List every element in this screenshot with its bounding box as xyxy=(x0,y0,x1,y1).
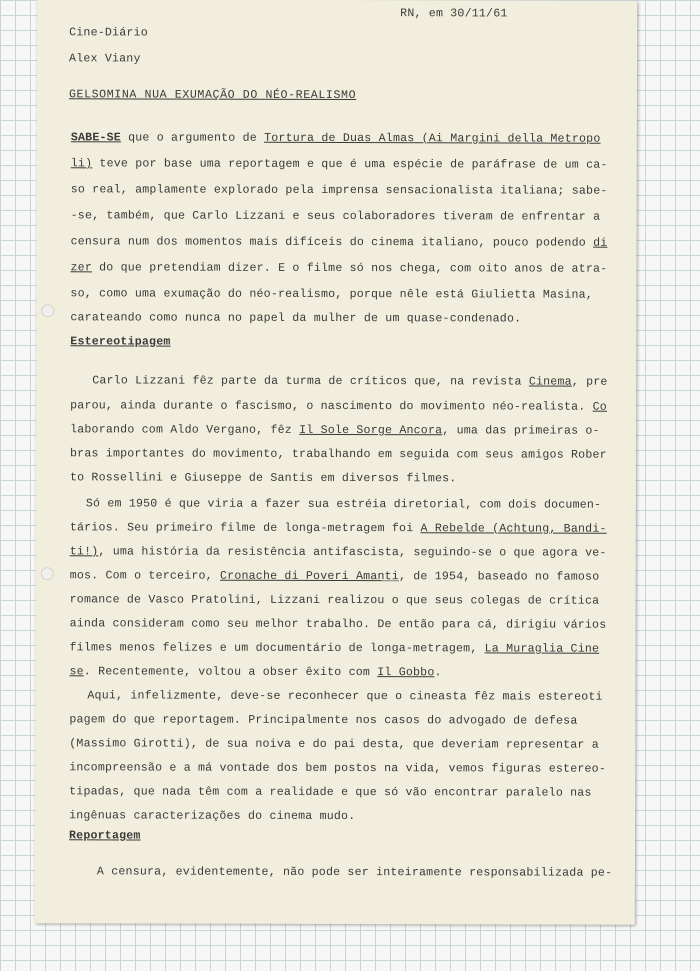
p1-line-6: zer do que pretendiam dizer. E o filme só nos chega, com oito anos de atra- xyxy=(70,261,608,276)
p1-line-1: SABE-SE que o argumento de Tortura de Duas Almas (Ai Margini della Metropo xyxy=(70,131,601,146)
p2-line-2: parou, ainda durante o fascismo, o nascimento do movimento néo-realista. Co xyxy=(70,399,607,414)
author-name: Alex Viany xyxy=(69,52,141,66)
p2-line-1: Carlo Lizzani fêz parte da turma de críticos que, na revista Cinema, pre xyxy=(92,374,608,389)
p3-line-4: mos. Com o terceiro, Cronache di Poveri Amanti, de 1954, baseado no famoso xyxy=(69,569,600,584)
p2-line-3: laborando com Aldo Vergano, fêz Il Sole Sorge Ancora, uma das primeiras o- xyxy=(70,423,600,438)
punch-hole xyxy=(41,304,54,317)
p3-line-6: ainda consideram como seu melhor trabalho. De então para cá, dirigiu vários xyxy=(69,617,607,632)
punch-hole xyxy=(41,567,54,580)
p1-line-2: li) teve por base uma reportagem e que é uma espécie de paráfrase de um ca- xyxy=(70,157,608,172)
p4-line-2: pagem do que reportagem. Principalmente nos casos do advogado de defesa xyxy=(69,713,578,728)
p1-line-8: carateando como nunca no papel da mulher de um quase-condenado. xyxy=(70,311,522,326)
p1-line-7: so, como uma exumação do néo-realismo, porque nêle está Giulietta Masina, xyxy=(70,287,593,302)
section-heading-reportagem: Reportagem xyxy=(69,829,141,843)
p2-line-5: to Rossellini e Giuseppe de Santis em diversos filmes. xyxy=(69,471,457,486)
p4-line-3: (Massimo Girotti), de sua noiva e do pai desta, que deveriam representar a xyxy=(69,737,599,752)
p4-line-6: ingênuas caracterizações do cinema mudo. xyxy=(69,809,356,824)
p2-line-4: bras importantes do movimento, trabalhando em seguida com seus amigos Rober xyxy=(70,447,607,462)
p3-line-2: tários. Seu primeiro filme de longa-metragem foi A Rebelde (Achtung, Bandi- xyxy=(69,521,607,536)
p1-line-5: censura num dos momentos mais difíceis do cinema italiano, pouco podendo di xyxy=(70,235,608,250)
date-line: RN, em 30/11/61 xyxy=(400,7,508,21)
section-heading-estereotipagem: Estereotipagem xyxy=(70,335,171,349)
p3-line-5: romance de Vasco Pratolini, Lizzani realizou o que seus colegas de crítica xyxy=(69,593,600,608)
p3-line-8: se. Recentemente, voltou a obser êxito com Il Gobbo. xyxy=(69,665,442,680)
p3-line-1: Só em 1950 é que viria a fazer sua estréia diretorial, com dois documen- xyxy=(85,497,602,512)
column-name: Cine-Diário xyxy=(69,26,148,40)
p3-line-7: filmes menos felizes e um documentário de longa-metragem, La Muraglia Cine xyxy=(69,641,600,656)
p5-line-1: A censura, evidentemente, não pode ser inteiramente responsabilizada pe- xyxy=(96,865,613,880)
article-title: GELSOMINA NUA EXUMAÇÃO DO NÉO-REALISMO xyxy=(68,88,357,103)
p1-line-3: so real, amplamente explorado pela imprensa sensacionalista italiana; sabe- xyxy=(70,183,608,198)
p3-line-3: ti!), uma história da resistência antifascista, seguindo-se o que agora ve- xyxy=(69,545,607,560)
p4-line-5: tipadas, que nada têm com a realidade e que só vão encontrar paralelo nas xyxy=(69,785,592,800)
typewritten-page xyxy=(35,0,637,925)
p1-line-4: -se, também, que Carlo Lizzani e seus colaboradores tiveram de enfrentar a xyxy=(70,209,601,224)
p4-line-4: incompreensão e a má vontade dos bem postos na vida, vemos figuras estereo- xyxy=(69,761,607,776)
p4-line-1: Aqui, infelizmente, deve-se reconhecer que o cineasta fêz mais estereoti xyxy=(87,689,603,704)
